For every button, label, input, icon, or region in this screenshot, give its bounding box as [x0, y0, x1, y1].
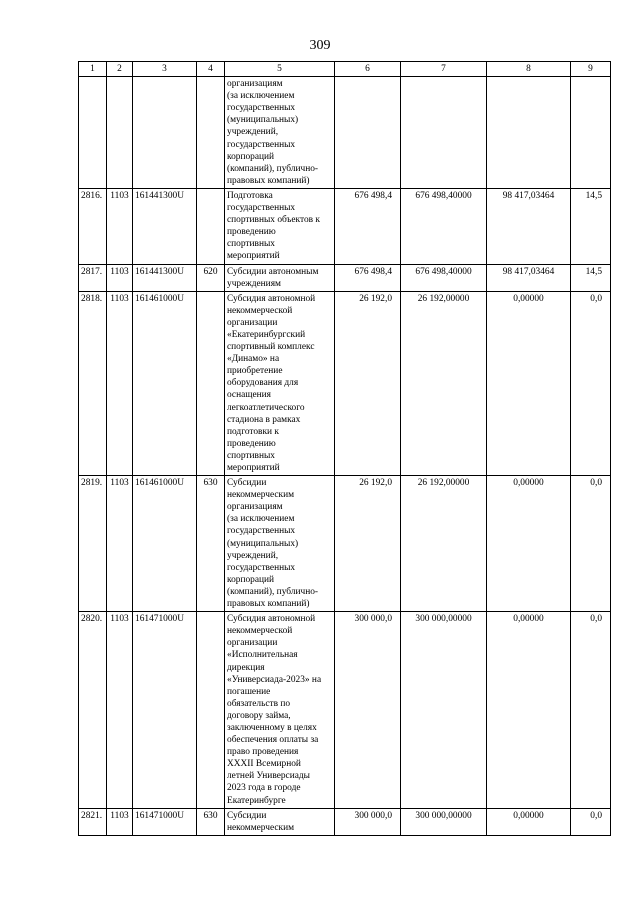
refined-amount: 300 000,00000 — [401, 808, 487, 835]
row-number: 2817. — [79, 264, 107, 291]
executed-amount: 0,00000 — [487, 808, 571, 835]
column-number: 9 — [571, 62, 611, 77]
executed-amount — [487, 77, 571, 189]
target-article-code: 161461000U — [133, 476, 197, 612]
executed-amount: 98 417,03464 — [487, 264, 571, 291]
column-number: 2 — [107, 62, 133, 77]
expense-name: Субсидии некоммерческим — [225, 808, 335, 835]
expense-type-code — [197, 291, 225, 475]
column-number: 3 — [133, 62, 197, 77]
refined-amount: 26 192,00000 — [401, 476, 487, 612]
section-code: 1103 — [107, 291, 133, 475]
expense-type-code: 620 — [197, 264, 225, 291]
expense-type-code — [197, 77, 225, 189]
execution-percent: 0,0 — [571, 612, 611, 809]
column-number: 5 — [225, 62, 335, 77]
expense-name: Субсидии автономным учреждениям — [225, 264, 335, 291]
target-article-code: 161441300U — [133, 264, 197, 291]
expense-type-code: 630 — [197, 476, 225, 612]
execution-percent — [571, 77, 611, 189]
column-number: 6 — [335, 62, 401, 77]
target-article-code: 161461000U — [133, 291, 197, 475]
expense-type-code: 630 — [197, 808, 225, 835]
expense-type-code — [197, 188, 225, 264]
approved-amount: 300 000,0 — [335, 612, 401, 809]
target-article-code: 161471000U — [133, 612, 197, 809]
refined-amount: 676 498,40000 — [401, 264, 487, 291]
column-number-row — [79, 62, 611, 77]
row-number: 2816. — [79, 188, 107, 264]
table-row — [79, 188, 611, 264]
table-row — [79, 476, 611, 612]
refined-amount: 676 498,40000 — [401, 188, 487, 264]
executed-amount: 0,00000 — [487, 476, 571, 612]
table-row — [79, 291, 611, 475]
column-number: 7 — [401, 62, 487, 77]
executed-amount: 0,00000 — [487, 291, 571, 475]
target-article-code: 161471000U — [133, 808, 197, 835]
approved-amount: 676 498,4 — [335, 188, 401, 264]
section-code: 1103 — [107, 612, 133, 809]
page-number: 309 — [309, 38, 331, 53]
row-number: 2819. — [79, 476, 107, 612]
approved-amount — [335, 77, 401, 189]
target-article-code — [133, 77, 197, 189]
row-number: 2821. — [79, 808, 107, 835]
execution-percent: 0,0 — [571, 476, 611, 612]
expense-name: Субсидия автономной некоммерческой организации «Екатеринбургский спортивный комплекс «Динамо» на приобретение оборудования для оснащения легкоатлетического стадиона в рамках подготовки к проведению спортивных мероприятий — [225, 291, 335, 475]
expense-name: организациям (за исключением государственных (муниципальных) учреждений, государственных корпораций (компаний), публично- правовых компаний) — [225, 77, 335, 189]
execution-percent: 14,5 — [571, 264, 611, 291]
approved-amount: 676 498,4 — [335, 264, 401, 291]
refined-amount — [401, 77, 487, 189]
execution-percent: 0,0 — [571, 808, 611, 835]
table-row — [79, 612, 611, 809]
budget-table — [78, 61, 611, 836]
expense-name: Подготовка государственных спортивных объектов к проведению спортивных мероприятий — [225, 188, 335, 264]
approved-amount: 26 192,0 — [335, 476, 401, 612]
section-code: 1103 — [107, 476, 133, 612]
section-code: 1103 — [107, 808, 133, 835]
approved-amount: 300 000,0 — [335, 808, 401, 835]
table-row — [79, 77, 611, 189]
expense-type-code — [197, 612, 225, 809]
column-number: 8 — [487, 62, 571, 77]
table-row — [79, 264, 611, 291]
executed-amount: 98 417,03464 — [487, 188, 571, 264]
target-article-code: 161441300U — [133, 188, 197, 264]
execution-percent: 14,5 — [571, 188, 611, 264]
section-code: 1103 — [107, 264, 133, 291]
refined-amount: 26 192,00000 — [401, 291, 487, 475]
row-number: 2818. — [79, 291, 107, 475]
row-number: 2820. — [79, 612, 107, 809]
executed-amount: 0,00000 — [487, 612, 571, 809]
approved-amount: 26 192,0 — [335, 291, 401, 475]
table-row — [79, 808, 611, 835]
refined-amount: 300 000,00000 — [401, 612, 487, 809]
column-number: 1 — [79, 62, 107, 77]
expense-name: Субсидии некоммерческим организациям (за исключением государственных (муниципальных) учреждений, государственных корпораций (компаний), публично- правовых компаний) — [225, 476, 335, 612]
expense-name: Субсидия автономной некоммерческой организации «Исполнительная дирекция «Универсиада-2023» на погашение обязательств по договору займа, заключенному в целях обеспечения оплаты за право проведения XXXII Всемирной летней Универсиады 2023 года в городе Екатеринбурге — [225, 612, 335, 809]
section-code: 1103 — [107, 188, 133, 264]
execution-percent: 0,0 — [571, 291, 611, 475]
row-number — [79, 77, 107, 189]
section-code — [107, 77, 133, 189]
column-number: 4 — [197, 62, 225, 77]
